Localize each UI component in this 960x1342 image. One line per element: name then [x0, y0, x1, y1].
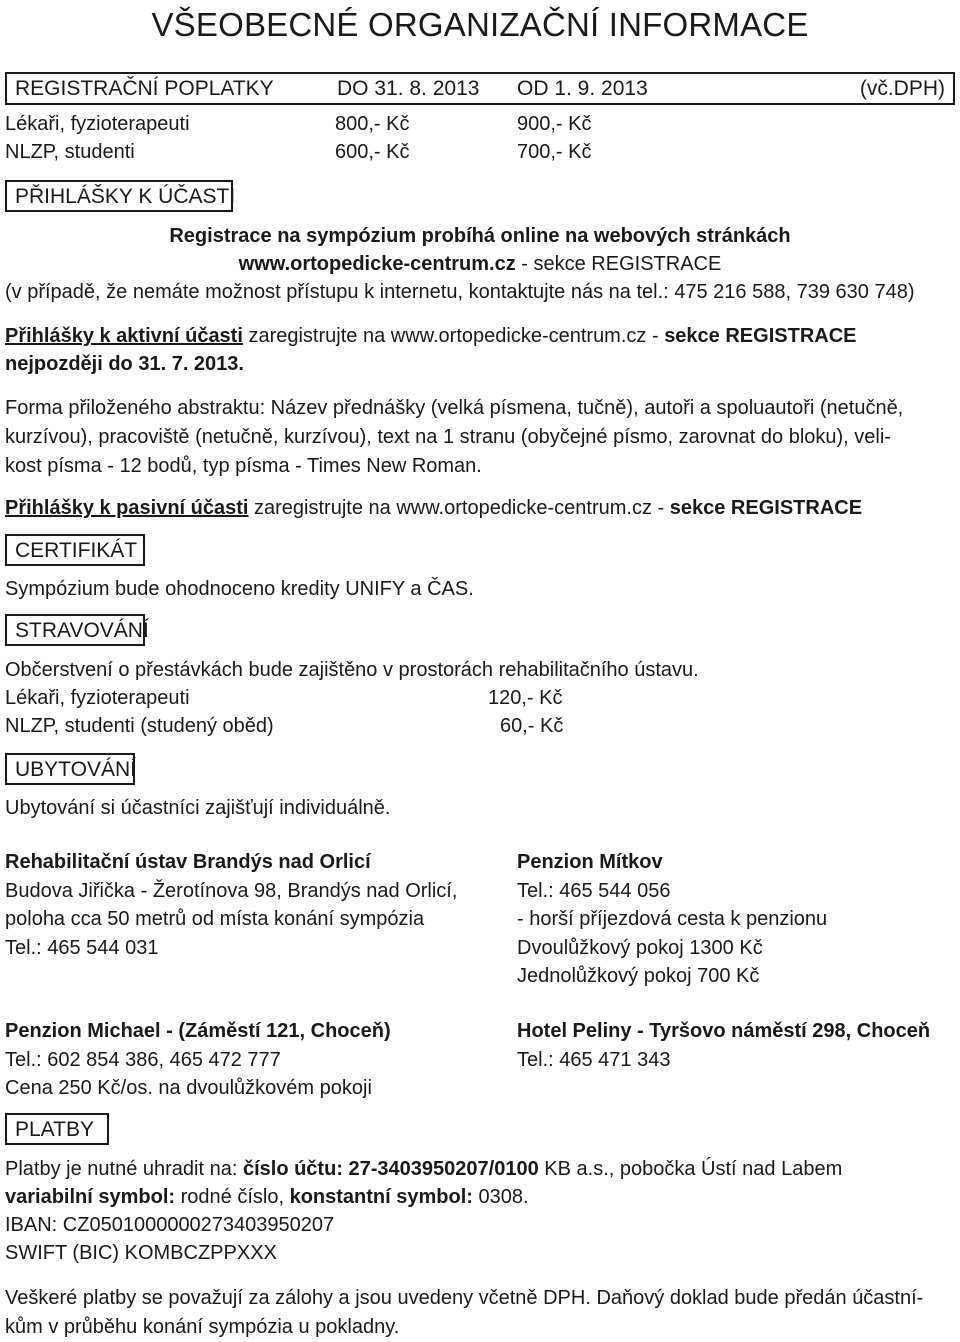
variable-symbol-label: variabilní symbol: [5, 1186, 176, 1208]
payments-account-intro: Platby je nutné uhradit na: [5, 1158, 243, 1180]
catering-row-label: NLZP, studenti (studený oběd) [5, 715, 274, 737]
place-name: Penzion Michael - (Záměstí 121, Choceň) [5, 1020, 391, 1042]
fees-row-late: 900,- Kč [517, 113, 592, 135]
fees-heading: REGISTRAČNÍ POPLATKY [15, 77, 274, 100]
accommodation-place [517, 1017, 930, 1074]
fees-row-early: 800,- Kč [335, 113, 410, 135]
registration-line-2 [0, 250, 960, 278]
payments-iban: IBAN: CZ0501000000273403950207 [5, 1214, 335, 1236]
payments-note-line-2: kům v průběhu konání sympózia u pokladny. [5, 1316, 400, 1338]
catering-row-price: 60,- Kč [500, 715, 564, 737]
fees-vat-note: (vč.DPH) [859, 77, 945, 100]
catering-row [5, 712, 564, 740]
place-name: Penzion Mítkov [517, 851, 663, 873]
place-line: Tel.: 602 854 386, 465 472 777 [5, 1048, 281, 1071]
abstract-line-3: kost písma - 12 bodů, typ písma - Times New Roman. [5, 455, 482, 477]
fees-row [5, 110, 592, 138]
fees-row-early: 600,- Kč [335, 141, 410, 163]
place-line: Tel.: 465 544 031 [5, 936, 159, 959]
active-participation-section: sekce REGISTRACE [664, 325, 857, 347]
fees-header [5, 72, 955, 105]
fees-col-late: OD 1. 9. 2013 [517, 77, 648, 100]
place-line: - horší příjezdová cesta k penzionu [517, 908, 828, 930]
catering-row-price: 120,- Kč [488, 687, 563, 709]
catering-heading: STRAVOVÁNÍ [5, 614, 145, 646]
certificate-heading: CERTIFIKÁT [5, 534, 145, 566]
active-deadline: nejpozději do 31. 7. 2013. [5, 353, 244, 375]
passive-participation-link[interactable]: Přihlášky k pasivní účasti [5, 497, 249, 519]
place-line: Budova Jiřička - Žerotínova 98, Brandýs nad Orlicí, [5, 879, 458, 902]
accommodation-text: Ubytování si účastníci zajišťují individuálně. [5, 797, 391, 819]
place-name: Rehabilitační ústav Brandýs nad Orlicí [5, 851, 371, 873]
place-line: Cena 250 Kč/os. na dvoulůžkovém pokoji [5, 1077, 372, 1099]
payments-note-line-1: Veškeré platby se považují za zálohy a jsou uvedeny včetně DPH. Daňový doklad bude předán účastní- [5, 1287, 924, 1309]
fees-row [5, 138, 592, 166]
constant-symbol-value: 0308. [472, 1186, 529, 1208]
active-participation-link[interactable]: Přihlášky k aktivní účasti [5, 325, 243, 347]
abstract-line-2: kurzívou), pracoviště (netučně, kurzívou), text na 1 stranu (obyčejné písmo, zarovnat do bloku), veli- [5, 426, 891, 448]
accommodation-place [5, 1017, 391, 1103]
variable-symbol-value: rodné číslo, [175, 1186, 290, 1208]
fees-col-early: DO 31. 8. 2013 [337, 77, 480, 100]
registration-heading: PŘIHLÁŠKY K ÚČASTI [5, 180, 233, 212]
place-line: Tel.: 465 471 343 [517, 1048, 671, 1071]
registration-contact: (v případě, že nemáte možnost přístupu k internetu, kontaktujte nás na tel.: 475 216 588, 739 630 748) [5, 281, 915, 303]
registration-line-1: Registrace na sympózium probíhá online na webových stránkách [169, 225, 791, 247]
registration-url[interactable]: www.ortopedicke-centrum.cz [238, 253, 516, 275]
catering-row [5, 684, 563, 712]
certificate-text: Sympózium bude ohodnoceno kredity UNIFY a ČAS. [5, 578, 474, 600]
accommodation-place [517, 848, 827, 991]
payments-account [5, 1155, 842, 1183]
catering-text: Občerstvení o přestávkách bude zajištěno v prostorách rehabilitačního ústavu. [5, 659, 699, 681]
active-participation [5, 322, 856, 350]
place-name: Hotel Peliny - Tyršovo náměstí 298, Choceň [517, 1020, 931, 1042]
fees-row-late: 700,- Kč [517, 141, 592, 163]
place-line: Jednolůžkový pokoj 700 Kč [517, 965, 760, 987]
fees-row-label: NLZP, studenti [5, 141, 135, 163]
payments-symbols [5, 1183, 529, 1211]
payments-heading: PLATBY [5, 1113, 109, 1145]
accommodation-heading: UBYTOVÁNÍ [5, 753, 135, 785]
catering-row-label: Lékaři, fyzioterapeuti [5, 687, 190, 709]
passive-participation [5, 494, 862, 522]
fees-row-label: Lékaři, fyzioterapeuti [5, 113, 190, 135]
place-line: poloha cca 50 metrů od místa konání sympózia [5, 908, 425, 930]
place-line: Tel.: 465 544 056 [517, 879, 671, 902]
passive-participation-section: sekce REGISTRACE [669, 497, 863, 519]
active-participation-text: zaregistrujte na www.ortopedicke-centrum.cz - [242, 325, 665, 347]
place-line: Dvoulůžkový pokoj 1300 Kč [517, 936, 763, 959]
payments-account-number: číslo účtu: 27-3403950207/0100 [242, 1158, 539, 1180]
constant-symbol-label: konstantní symbol: [289, 1186, 473, 1208]
accommodation-place [5, 848, 457, 962]
abstract-line-1: Forma přiloženého abstraktu: Název přednášky (velká písmena, tučně), autoři a spoluautoři (netučně, [5, 397, 904, 419]
page-title: VŠEOBECNÉ ORGANIZAČNÍ INFORMACE [151, 6, 809, 43]
registration-section: - sekce REGISTRACE [515, 253, 722, 275]
payments-swift: SWIFT (BIC) KOMBCZPPXXX [5, 1242, 277, 1264]
passive-participation-text: zaregistrujte na www.ortopedicke-centrum.cz - [248, 497, 670, 519]
payments-bank: KB a.s., pobočka Ústí nad Labem [538, 1158, 843, 1180]
